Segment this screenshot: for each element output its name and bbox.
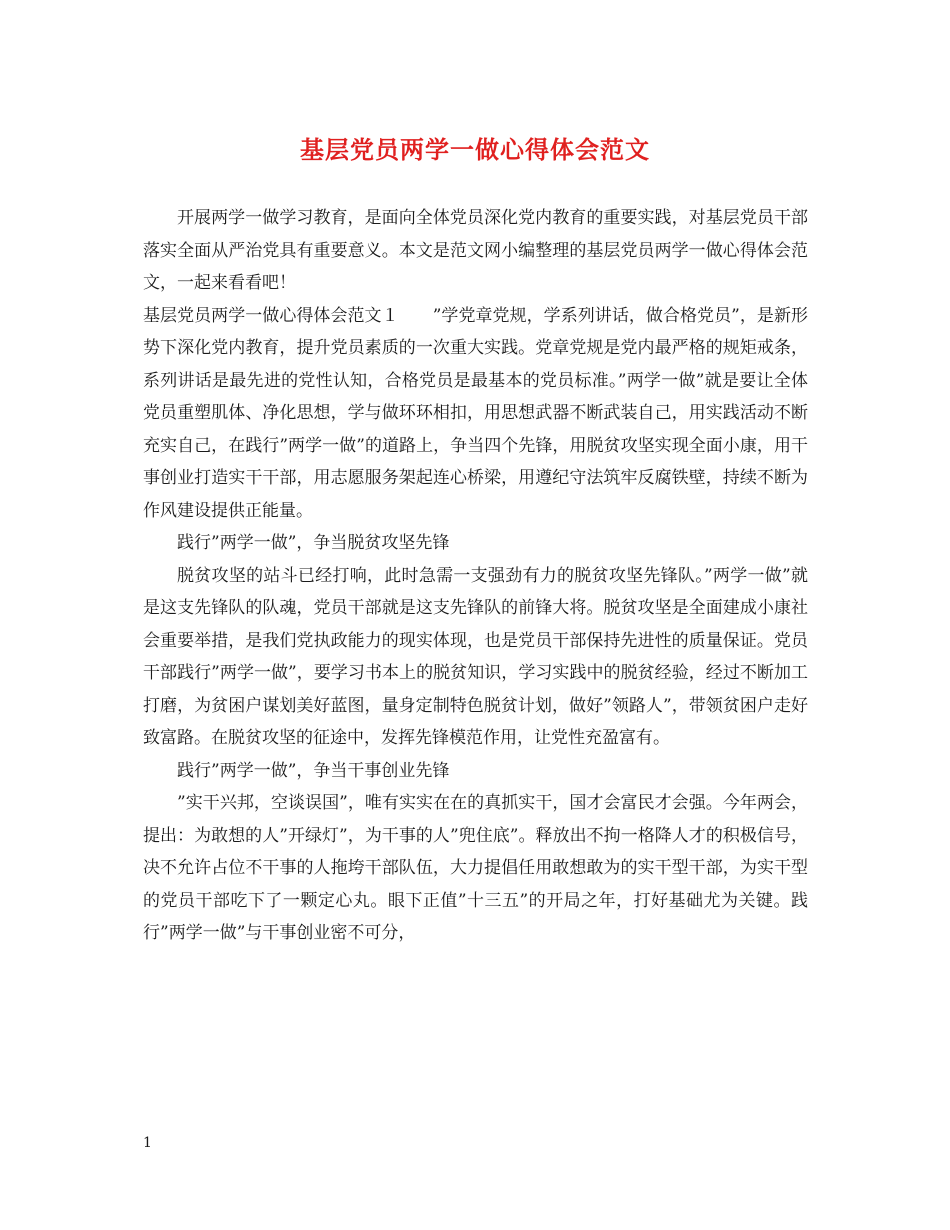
page-number: 1 bbox=[143, 1135, 152, 1151]
document-title: 基层党员两学一做心得体会范文 bbox=[300, 135, 650, 164]
paragraph-intro: 开展两学一做学习教育，是面向全体党员深化党内教育的重要实践，对基层党员干部落实全面从严治党具有重要意义。本文是范文网小编整理的基层党员两学一做心得体会范文，一起来看看吧！ bbox=[143, 208, 808, 293]
subheading-poverty: 践行”两学一做”，争当脱贫攻坚先锋 bbox=[177, 533, 450, 553]
subheading-entrepreneurship: 践行”两学一做”，争当干事创业先锋 bbox=[177, 760, 450, 781]
paragraph-section-1: 基层党员两学一做心得体会范文１ ”学党章党规，学系列讲话，做合格党员”，是新形势下深化党内教育，提升党员素质的一次重大实践。党章党规是党内最严格的规矩戒条，系列讲话是最先进的党性认知，合格党员是最基本的党员标准。”两学一做”就是要让全体党员重塑肌体、净化思想，学与做环环相扣，用思想武器不断武装自己，用实践活动不断充实自己，在践行”两学一做”的道路上，争当四个先锋，用脱贫攻坚实现全面小康，用干事创业打造实干干部，用志愿服务架起连心桥梁，用遵纪守法筑牢反腐铁壁，持续不断为作风建设提供正能量。 bbox=[143, 305, 808, 521]
paragraph-poverty: 脱贫攻坚的站斗已经打响，此时急需一支强劲有力的脱贫攻坚先锋队。”两学一做”就是这支先锋队的队魂，党员干部就是这支先锋队的前锋大将。脱贫攻坚是全面建成小康社会重要举措，是我们党执政能力的现实体现，也是党员干部保持先进性的质量保证。党员干部践行”两学一做”，要学习书本上的脱贫知识，学习实践中的脱贫经验，经过不断加工打磨，为贫困户谋划美好蓝图，量身定制特色脱贫计划，做好”领路人”，带领贫困户走好致富路。在脱贫攻坚的征途中，发挥先锋模范作用，让党性充盈富有。 bbox=[143, 565, 808, 748]
paragraph-entrepreneurship: ”实干兴邦，空谈误国”，唯有实实在在的真抓实干，国才会富民才会强。今年两会，提出：为敢想的人”开绿灯”，为干事的人”兜住底”。释放出不拘一格降人才的积极信号，决不允许占位不干事的人拖垮干部队伍，大力提倡任用敢想敢为的实干型干部，为实干型的党员干部吃下了一颗定心丸。眼下正值”十三五”的开局之年，打好基础尤为关键。践行”两学一做”与干事创业密不可分， bbox=[143, 793, 808, 943]
document-body bbox=[143, 202, 808, 950]
